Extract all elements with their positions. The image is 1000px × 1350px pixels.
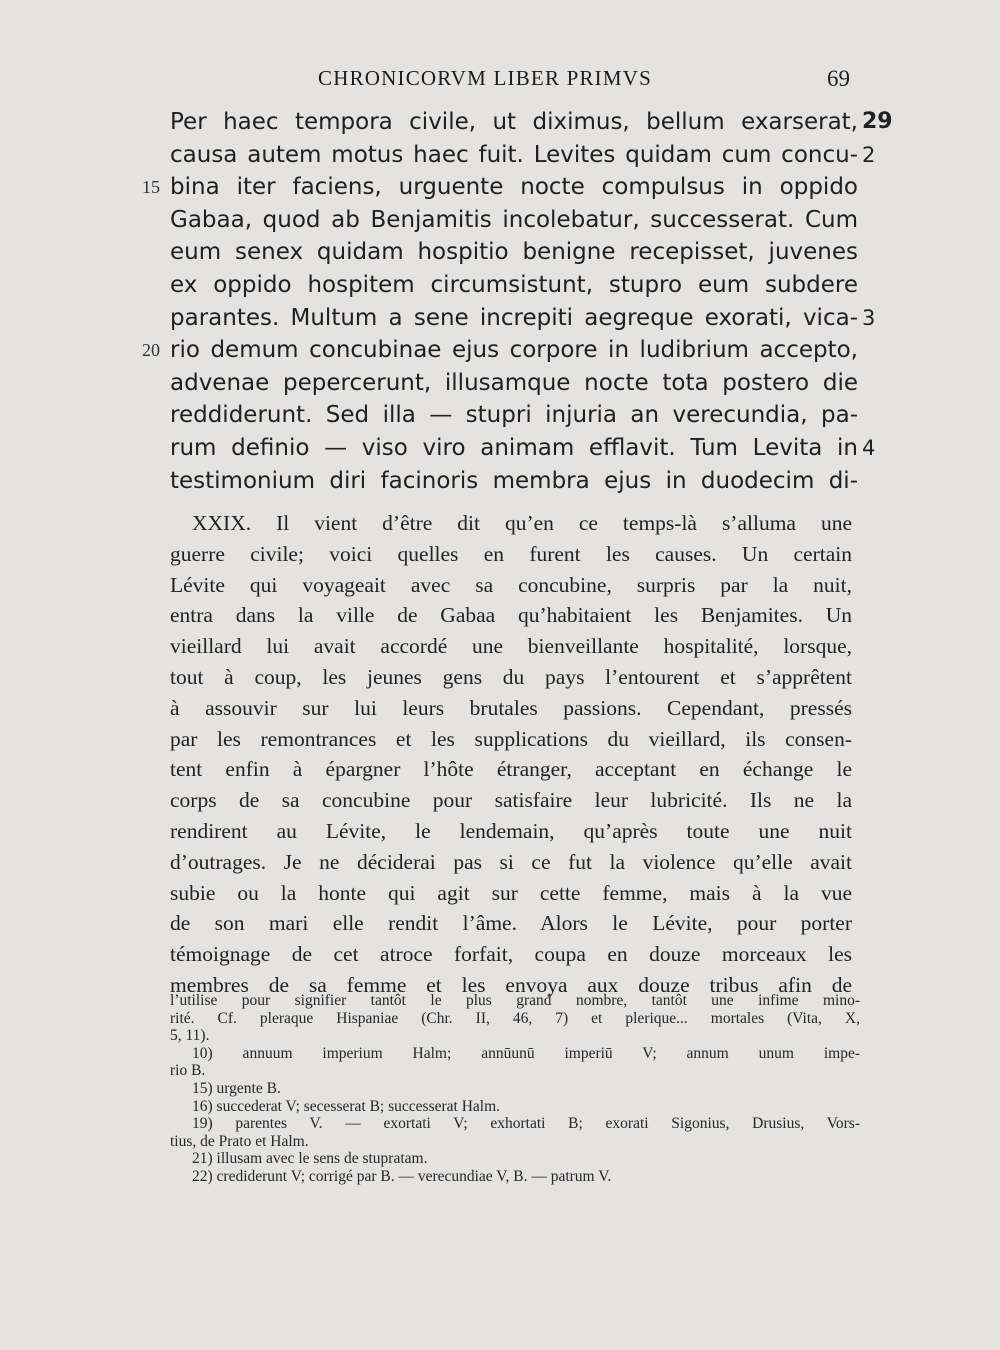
footnote-text: l’utilise pour signifier tantôt le plus grand nombre, tantôt une infime mino-	[170, 992, 860, 1009]
french-line	[170, 539, 852, 570]
french-line	[170, 908, 852, 939]
latin-line	[170, 204, 858, 237]
french-line	[170, 878, 852, 909]
latin-line-text: rum definio — viso viro animam efflavit. Tum Levita in	[170, 434, 858, 461]
french-line	[170, 816, 852, 847]
french-line	[170, 754, 852, 785]
french-line	[170, 693, 852, 724]
latin-line	[170, 106, 893, 139]
latin-line-text: bina iter faciens, urguente nocte compulsus in oppido	[170, 174, 858, 201]
french-line-text: XXIX. Il vient d’être dit qu’en ce temps-là s’alluma une	[192, 511, 852, 535]
latin-line	[142, 334, 858, 367]
french-line-text: vieillard lui avait accordé une bienveillante hospitalité, lorsque,	[170, 634, 852, 659]
latin-line-text: ex oppido hospitem circumsistunt, stupro eum subdere	[170, 271, 858, 298]
french-line-chapter-start	[170, 508, 852, 539]
page-header	[170, 66, 850, 96]
latin-line	[170, 367, 858, 400]
footnote-text: 15) urgente B.	[192, 1079, 281, 1097]
latin-line-text: Per haec tempora civile, ut diximus, bellum exarserat,	[170, 109, 858, 135]
footnote-line	[170, 1115, 860, 1133]
french-line-text: entra dans la ville de Gabaa qu’habitaient les Benjamites. Un	[170, 603, 852, 628]
latin-line	[170, 269, 858, 302]
latin-line-text: causa autem motus haec fuit. Levites quidam cum concu-	[170, 141, 858, 168]
section-number: 29	[862, 109, 893, 134]
latin-line-text: parantes. Multum a sene increpiti aegreque exorati, vica-	[170, 304, 858, 331]
french-line	[170, 785, 852, 816]
footnote-text: rité. Cf. pleraque Hispaniae (Chr. II, 46, 7) et plerique... mortales (Vita, X,	[170, 1009, 860, 1027]
footnote-line	[170, 1062, 860, 1080]
footnote-text: 19) parentes V. — exortati V; exhortati B; exorati Sigonius, Drusius, Vors-	[192, 1115, 860, 1133]
section-number: 2	[862, 142, 876, 167]
latin-line-text: advenae pepercerunt, illusamque nocte tota postero die	[170, 369, 858, 396]
french-line-text: à assouvir sur lui leurs brutales passions. Cependant, pressés	[170, 695, 852, 720]
french-line-text: Lévite qui voyageait avec sa concubine, surpris par la nuit,	[170, 572, 852, 597]
footnotes-block	[170, 992, 860, 1186]
latin-line-text: rio demum concubinae ejus corpore in ludibrium accepto,	[170, 337, 858, 364]
footnote-text: tius, de Prato et Halm.	[170, 1132, 309, 1150]
section-number: 4	[862, 435, 876, 460]
latin-line	[170, 236, 858, 269]
french-line	[170, 570, 852, 601]
running-title: CHRONICORVM LIBER PRIMVS	[318, 66, 652, 90]
footnote-line	[170, 1150, 860, 1168]
footnote-line	[170, 1080, 860, 1098]
latin-line-text: testimonium diri facinoris membra ejus in duodecim di-	[170, 467, 858, 494]
french-line-text: guerre civile; voici quelles en furent les causes. Un certain	[170, 541, 852, 566]
french-line-text: tent enfin à épargner l’hôte étranger, acceptant en échange le	[170, 757, 852, 782]
page-number: 69	[827, 66, 850, 91]
footnote-line	[170, 1098, 860, 1116]
footnote-text: 22) crediderunt V; corrigé par B. — verecundiae V, B. — patrum V.	[192, 1167, 612, 1185]
footnote-line	[170, 1045, 860, 1063]
latin-line	[142, 171, 858, 204]
line-number: 15	[142, 177, 160, 198]
latin-line-text: Gabaa, quod ab Benjamitis incolebatur, successerat. Cum	[170, 206, 858, 233]
footnote-text: rio B.	[170, 1062, 206, 1080]
footnote-text: 21) illusam avec le sens de stupratam.	[192, 1150, 428, 1168]
french-line	[170, 662, 852, 693]
french-line	[170, 600, 852, 631]
footnote-text: 16) succederat V; secesserat B; successerat Halm.	[192, 1097, 501, 1115]
footnote-line	[170, 992, 860, 1010]
footnote-line	[170, 1027, 860, 1045]
footnote-text: 5, 11).	[170, 1027, 210, 1045]
footnote-line	[170, 1133, 860, 1151]
latin-line-text: reddiderunt. Sed illa — stupri injuria an verecundia, pa-	[170, 402, 858, 429]
french-line	[170, 631, 852, 662]
french-line-text: rendirent au Lévite, le lendemain, qu’après toute une nuit	[170, 818, 852, 843]
latin-line	[170, 139, 876, 172]
latin-line-text: eum senex quidam hospitio benigne recepisset, juvenes	[170, 239, 858, 266]
french-line-text: membres de sa femme et les envoya aux douze tribus afin de	[170, 972, 852, 997]
latin-line	[170, 432, 876, 465]
footnote-line	[170, 1010, 860, 1028]
french-line-text: de son mari elle rendit l’âme. Alors le Lévite, pour porter	[170, 911, 852, 936]
latin-line	[170, 399, 858, 432]
latin-text-block	[142, 106, 893, 497]
footnote-line	[170, 1168, 860, 1186]
footnote-text: 10) annuum imperium Halm; annūunū imperiū V; annum unum impe-	[192, 1044, 860, 1062]
french-line-text: par les remontrances et les supplications du vieillard, ils consen-	[170, 726, 852, 751]
latin-line	[170, 465, 858, 498]
french-line	[170, 847, 852, 878]
french-line-text: témoignage de cet atroce forfait, coupa en douze morceaux les	[170, 942, 852, 967]
line-number: 20	[142, 340, 160, 361]
french-line-text: d’outrages. Je ne déciderai pas si ce fut la violence qu’elle avait	[170, 849, 852, 874]
french-line	[170, 939, 852, 970]
french-line-text: corps de sa concubine pour satisfaire leur lubricité. Ils ne la	[170, 788, 852, 813]
french-translation-block	[170, 508, 852, 1001]
latin-line	[170, 302, 876, 335]
french-line	[170, 724, 852, 755]
french-line-text: tout à coup, les jeunes gens du pays l’entourent et s’apprêtent	[170, 664, 852, 689]
french-line-text: subie ou la honte qui agit sur cette femme, mais à la vue	[170, 880, 852, 905]
section-number: 3	[862, 305, 876, 330]
